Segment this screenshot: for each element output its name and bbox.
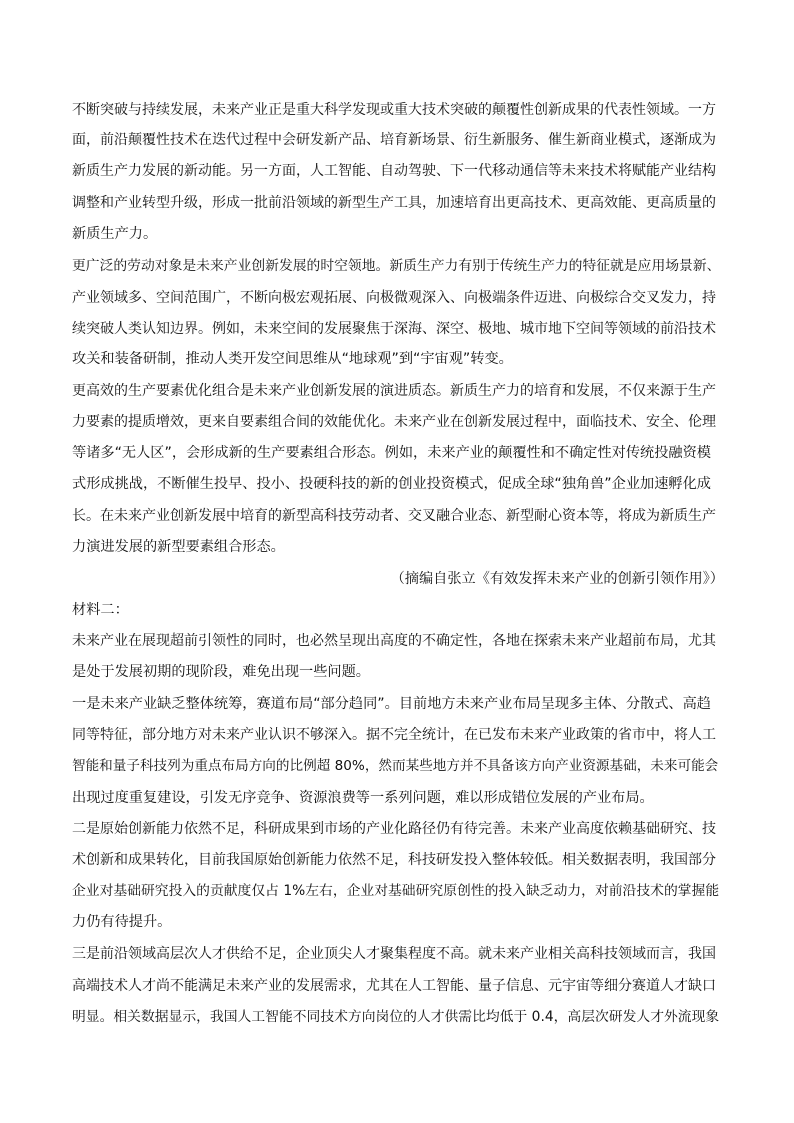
text-line: 未来产业在展现超前引领性的同时，也必然呈现出高度的不确定性，各地在探索未来产业超前布局，尤其 (72, 633, 716, 649)
text-line: 出现过度重复建设，引发无序竞争、资源浪费等一系列问题，难以形成错位发展的产业布局。 (72, 790, 654, 806)
text-line: 产业领域多、空间范围广，不断向极宏观拓展、向极微观深入、向极端条件迈进、向极综合交叉发力，持 (72, 290, 716, 306)
text-line: 是处于发展初期的现阶段，难免出现一些问题。 (72, 664, 370, 680)
text-line: 新质生产力发展的新动能。另一方面，人工智能、自动驾驶、下一代移动通信等未来技术将赋能产业结构 (72, 163, 716, 179)
text-line: 力仍有待提升。 (72, 914, 172, 930)
text-line: 明显。相关数据显示，我国人工智能不同技术方向岗位的人才供需比均低于 0.4，高层次研发人才外流现象 (72, 1009, 720, 1025)
text-line: 术创新和成果转化，目前我国原始创新能力依然不足，科技研发投入整体较低。相关数据表明，我国部分 (72, 852, 716, 868)
text-line: 更广泛的劳动对象是未来产业创新发展的时空领地。新质生产力有别于传统生产力的特征就是应用场景新、 (72, 258, 721, 274)
text-line: 力演进发展的新型要素组合形态。 (72, 539, 285, 555)
text-line: 智能和量子科技列为重点布局方向的比例超 80%，然而某些地方并不具备该方向产业资源基础，未来可能会 (72, 758, 719, 774)
text-line: 续突破人类认知边界。例如，未来空间的发展聚焦于深海、深空、极地、城市地下空间等领域的前沿技术 (72, 321, 716, 337)
text-line: 面，前沿颠覆性技术在迭代过程中会研发新产品、培育新场景、衍生新服务、催生新商业模式，逐渐成为 (72, 132, 716, 148)
text-line: 力要素的提质增效，更来自要素组合间的效能优化。未来产业在创新发展过程中，面临技术、安全、伦理 (72, 414, 716, 430)
section-heading: 材料二： (72, 602, 129, 618)
text-line: 式形成挑战，不断催生投早、投小、投硬科技的新的创业投资模式，促成全球“独角兽”企业加速孵化成 (72, 476, 711, 492)
text-line: 高端技术人才尚不能满足未来产业的发展需求，尤其在人工智能、量子信息、元宇宙等细分赛道人才缺口 (72, 978, 716, 994)
source-citation: （摘编自张立《有效发挥未来产业的创新引领作用》） (390, 571, 724, 587)
text-line: 更高效的生产要素优化组合是未来产业创新发展的演进质态。新质生产力的培育和发展，不仅来源于生产 (72, 383, 716, 399)
text-line: 调整和产业转型升级，形成一批前沿领域的新型生产工具，加速培育出更高技术、更高效能、更高质量的 (72, 195, 716, 211)
text-line: 企业对基础研究投入的贡献度仅占 1%左右，企业对基础研究原创性的投入缺乏动力，对前沿技术的掌握能 (72, 883, 720, 899)
text-line: 二是原始创新能力依然不足，科研成果到市场的产业化路径仍有待完善。未来产业高度依赖基础研究、技 (72, 821, 716, 837)
text-line: 等诸多“无人区”，会形成新的生产要素组合形态。例如，未来产业的颠覆性和不确定性对传统投融资模 (72, 445, 711, 461)
text-line: 一是未来产业缺乏整体统筹，赛道布局“部分趋同”。目前地方未来产业布局呈现多主体、分散式、高趋 (72, 696, 711, 712)
text-line: 新质生产力。 (72, 226, 158, 242)
text-line: 长。在未来产业创新发展中培育的新型高科技劳动者、交叉融合业态、新型耐心资本等，将成为新质生产 (72, 508, 716, 524)
text-line: 三是前沿领域高层次人才供给不足，企业顶尖人才聚集程度不高。就未来产业相关高科技领域而言，我国 (72, 946, 716, 962)
text-line: 同等特征，部分地方对未来产业认识不够深入。据不完全统计，在已发布未来产业政策的省市中，将人工 (72, 727, 716, 743)
text-line: 不断突破与持续发展，未来产业正是重大科学发现或重大技术突破的颠覆性创新成果的代表性领域。一方 (72, 102, 716, 118)
text-line: 攻关和装备研制，推动人类开发空间思维从“地球观”到“宇宙观”转变。 (72, 351, 513, 367)
